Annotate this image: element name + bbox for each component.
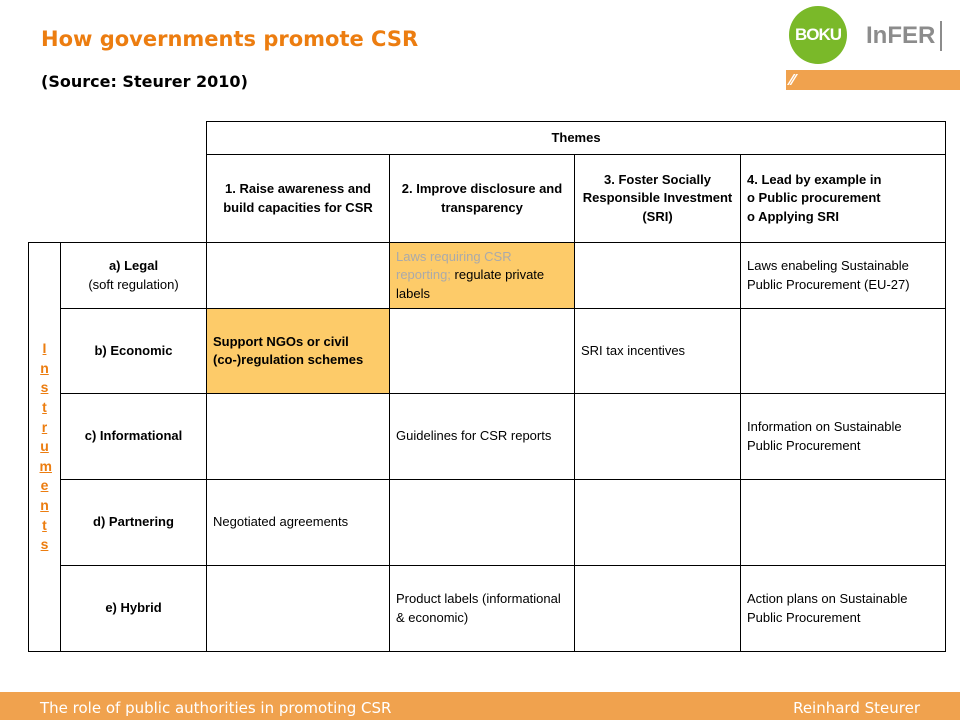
footer-author: Reinhard Steurer (793, 699, 920, 717)
cell-legal-disclosure-text: regulate private labels (396, 267, 545, 301)
cell-hybrid-disclosure: Product labels (informational & economic) (390, 566, 575, 652)
row-label-legal-text: a) Legal (108, 258, 159, 274)
column-header-1: 1. Raise awareness and build capacities for CSR (207, 155, 390, 243)
header-accent-strip (786, 70, 960, 90)
column-header-3: 3. Foster Socially Responsible Investment (SRI) (575, 155, 741, 243)
column-header-4-item: o Applying SRI (747, 208, 839, 224)
cell-informational-sri (575, 394, 741, 480)
boku-logo (789, 6, 847, 64)
themes-header: Themes (207, 122, 946, 155)
cell-economic-lead (741, 309, 946, 394)
instruments-label-cell (29, 243, 61, 652)
cell-legal-lead: Laws enabeling Sustainable Public Procurement (EU-27) (741, 243, 946, 309)
cell-economic-awareness: Support NGOs or civil (co-)regulation schemes (207, 309, 390, 394)
cell-informational-lead: Information on Sustainable Public Procurement (741, 394, 946, 480)
cell-economic-disclosure (390, 309, 575, 394)
themes-header-row (29, 122, 946, 155)
footer-title: The role of public authorities in promoting CSR (40, 699, 392, 717)
cell-legal-disclosure-gray-text: Laws requiring CSR reporting; (396, 249, 512, 283)
row-label-economic: b) Economic (61, 309, 207, 394)
table-row (29, 243, 946, 309)
boku-logo-text: BOKU (794, 25, 842, 44)
column-header-4-item: o Public procurement (747, 190, 881, 206)
table-row (29, 309, 946, 394)
brand-mark-icon: ⁄⁄ (790, 71, 796, 89)
cell-partnering-sri (575, 480, 741, 566)
row-label-partnering: d) Partnering (61, 480, 207, 566)
csr-instruments-table (28, 121, 946, 652)
cell-hybrid-lead: Action plans on Sustainable Public Procurement (741, 566, 946, 652)
infer-logo-bar (940, 21, 942, 51)
table-row (29, 394, 946, 480)
cell-legal-sri (575, 243, 741, 309)
empty-corner-cell-2 (29, 155, 207, 243)
column-header-4-title: 4. Lead by example in (747, 172, 882, 188)
instruments-label: Instruments (39, 340, 52, 553)
cell-partnering-lead (741, 480, 946, 566)
page-subtitle: (Source: Steurer 2010) (41, 72, 248, 91)
row-label-legal (61, 243, 207, 309)
cell-partnering-awareness: Negotiated agreements (207, 480, 390, 566)
columns-header-row (29, 155, 946, 243)
table-row (29, 566, 946, 652)
column-header-4 (741, 155, 946, 243)
cell-partnering-disclosure (390, 480, 575, 566)
empty-corner-cell (29, 122, 207, 155)
footer-bar (0, 692, 960, 720)
cell-hybrid-awareness (207, 566, 390, 652)
cell-legal-disclosure (390, 243, 575, 309)
column-header-2: 2. Improve disclosure and transparency (390, 155, 575, 243)
cell-economic-sri: SRI tax incentives (575, 309, 741, 394)
cell-informational-awareness (207, 394, 390, 480)
row-sublabel-legal: (soft regulation) (88, 276, 179, 292)
table-row (29, 480, 946, 566)
page-title: How governments promote CSR (41, 27, 419, 51)
cell-hybrid-sri (575, 566, 741, 652)
row-label-hybrid: e) Hybrid (61, 566, 207, 652)
cell-informational-disclosure: Guidelines for CSR reports (390, 394, 575, 480)
row-label-informational: c) Informational (61, 394, 207, 480)
cell-legal-awareness (207, 243, 390, 309)
infer-logo: InFER (866, 22, 936, 49)
